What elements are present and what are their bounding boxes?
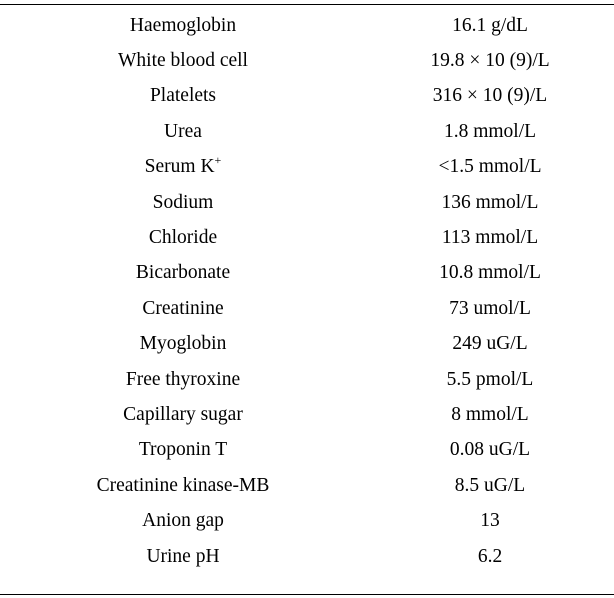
test-name-cell: Capillary sugar bbox=[123, 403, 243, 425]
test-value-cell: 249 uG/L bbox=[452, 333, 528, 355]
table-row bbox=[0, 79, 614, 114]
table-row bbox=[0, 433, 614, 468]
test-name-text: Serum K bbox=[144, 156, 215, 178]
test-value-cell: 16.1 g/dL bbox=[452, 14, 528, 36]
table-row bbox=[0, 468, 614, 503]
table-row bbox=[0, 291, 614, 326]
table-row bbox=[0, 8, 614, 43]
superscript-charge: + bbox=[214, 153, 222, 168]
table-row bbox=[0, 220, 614, 255]
test-name-cell: Urea bbox=[164, 120, 202, 142]
test-value-cell: 19.8 × 10 (9)/L bbox=[430, 50, 550, 72]
table-row bbox=[0, 150, 614, 185]
test-name-cell: Haemoglobin bbox=[129, 14, 237, 36]
table-row bbox=[0, 114, 614, 149]
test-value-cell: 136 mmol/L bbox=[441, 191, 539, 213]
table-row bbox=[0, 397, 614, 432]
test-value-cell: 113 mmol/L bbox=[441, 227, 539, 249]
table-row bbox=[0, 539, 614, 574]
test-value-cell: 1.8 mmol/L bbox=[443, 120, 537, 142]
test-name-cell: Platelets bbox=[149, 85, 217, 107]
test-value-cell: 0.08 uG/L bbox=[449, 439, 531, 461]
test-value-cell: 8.5 uG/L bbox=[454, 474, 526, 496]
test-value-cell: 10.8 mmol/L bbox=[439, 262, 541, 284]
lab-results-table bbox=[0, 4, 614, 595]
table-row bbox=[0, 185, 614, 220]
test-value-cell: 8 mmol/L bbox=[451, 403, 529, 425]
test-name-cell bbox=[0, 153, 366, 178]
test-name-cell: Troponin T bbox=[138, 439, 228, 461]
test-name-cell: Creatinine bbox=[142, 297, 224, 319]
table-row bbox=[0, 503, 614, 538]
table-row bbox=[0, 327, 614, 362]
test-name-cell: White blood cell bbox=[118, 50, 248, 72]
table-row bbox=[0, 43, 614, 78]
test-value-cell: <1.5 mmol/L bbox=[438, 156, 542, 178]
test-value-cell: 13 bbox=[480, 510, 500, 532]
test-name-cell: Free thyroxine bbox=[125, 368, 241, 390]
test-name-cell: Anion gap bbox=[142, 510, 224, 532]
test-name-cell: Creatinine kinase-MB bbox=[96, 474, 270, 496]
test-value-cell: 73 umol/L bbox=[449, 297, 531, 319]
test-value-cell: 6.2 bbox=[477, 545, 503, 567]
table-body bbox=[0, 5, 614, 574]
test-value-cell: 316 × 10 (9)/L bbox=[432, 85, 548, 107]
test-name-cell: Urine pH bbox=[146, 545, 220, 567]
test-name-cell: Chloride bbox=[148, 227, 218, 249]
table-row bbox=[0, 256, 614, 291]
table-row bbox=[0, 362, 614, 397]
test-name-cell: Bicarbonate bbox=[135, 262, 231, 284]
test-name-cell: Sodium bbox=[152, 191, 214, 213]
test-name-cell: Myoglobin bbox=[139, 333, 227, 355]
test-value-cell: 5.5 pmol/L bbox=[446, 368, 534, 390]
